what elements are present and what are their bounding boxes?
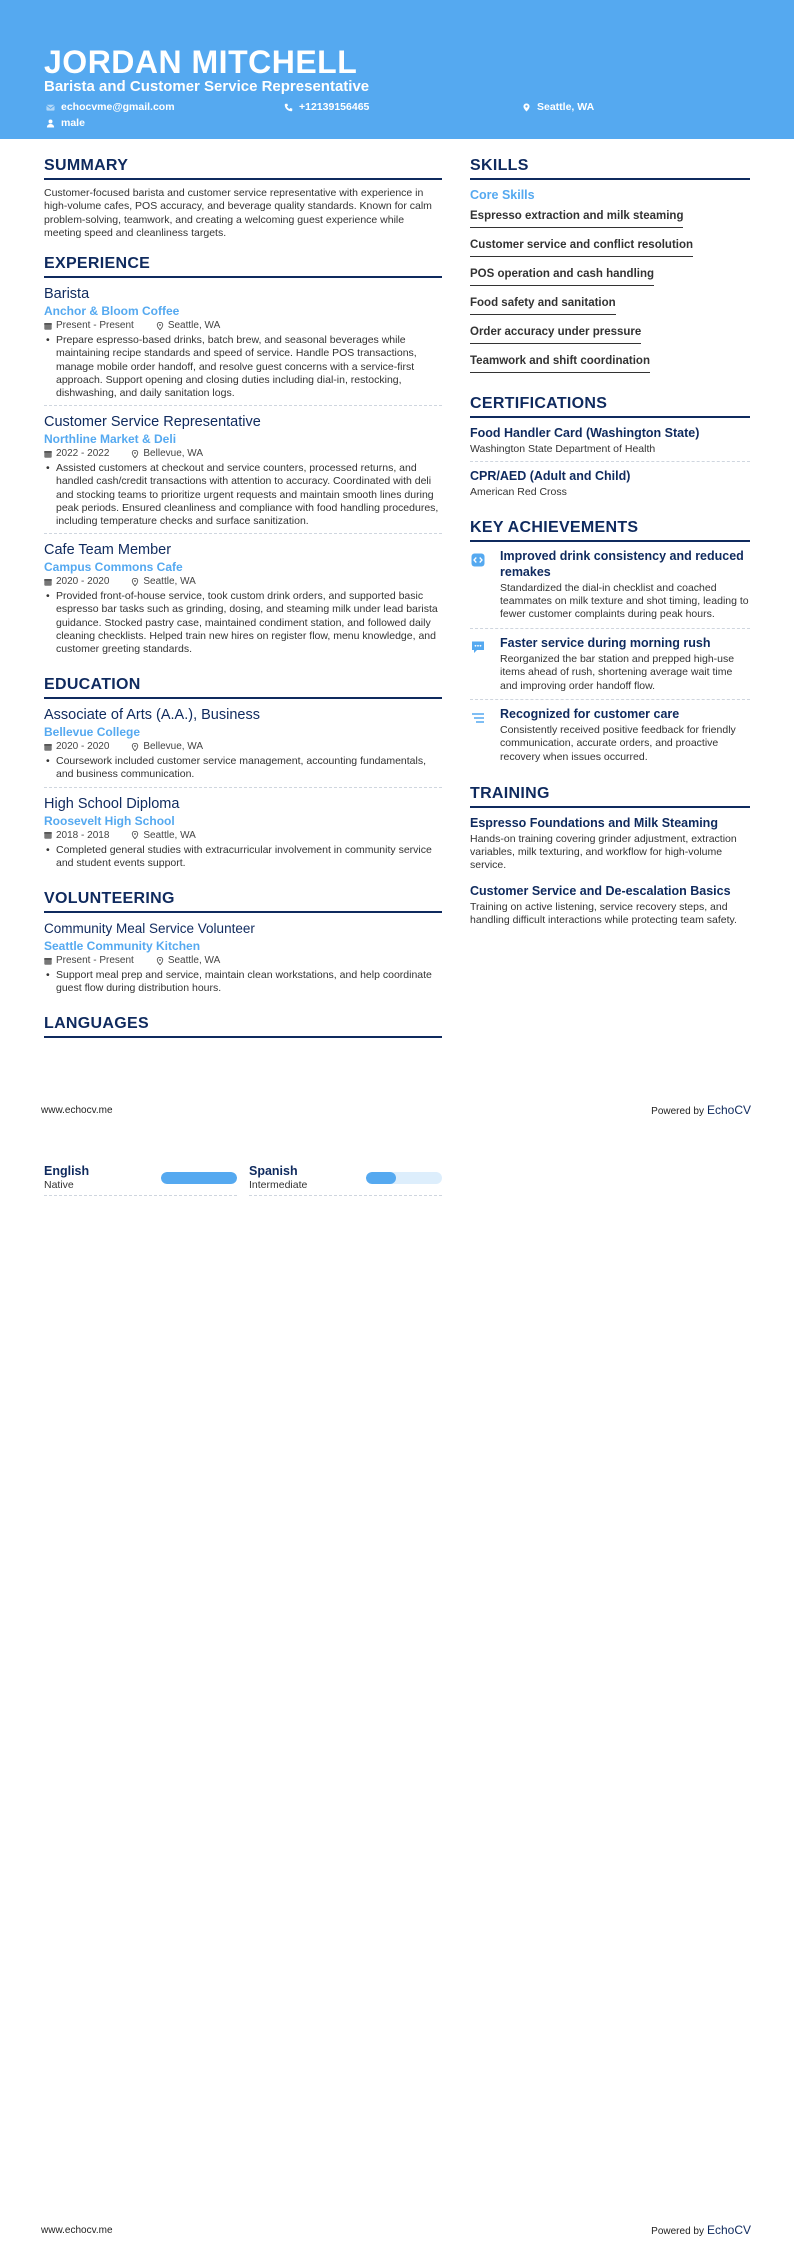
achievement-entry	[470, 549, 750, 629]
entry-location: Seattle, WA	[143, 576, 196, 588]
experience-entry	[44, 285, 442, 406]
entry-title: High School Diploma	[44, 795, 180, 812]
entry-location: Bellevue, WA	[143, 448, 204, 460]
list-lines-icon	[470, 710, 486, 726]
map-pin-icon	[131, 831, 139, 839]
training-section	[470, 784, 750, 927]
entry-bullets	[44, 590, 442, 656]
certifications-section	[470, 394, 750, 504]
training-entry	[470, 883, 750, 928]
calendar-icon	[44, 743, 52, 751]
certification-issuer: Washington State Department of Health	[470, 443, 656, 455]
bullet-item: • Support meal prep and service, maintain clean workstations, and help coordinate guest flow during distribution hours.	[44, 969, 442, 995]
training-description: Hands-on training covering grinder adjustment, extraction variables, milk texturing, and workflow for high-volume service.	[470, 832, 737, 872]
achievement-description: Standardized the dial-in checklist and coached teammates on milk texture and shot timing, leading to fewer customer complaints during peak hours.	[500, 582, 749, 621]
skills-section	[470, 156, 750, 380]
bullet-item: • Prepare espresso-based drinks, batch brew, and seasonal beverages while maintaining recipe standards and speed of service. Handle POS transactions, manage mobile order handoff, and resolve guest concerns with a service-first approach. Support opening and closing duties including dial-in, restocking, dishwashing, and daily sanitation logs.	[44, 334, 442, 400]
entry-dates: 2020 - 2020	[56, 741, 110, 753]
entry-bullets	[44, 755, 442, 781]
map-pin-icon	[131, 450, 139, 458]
footer-url[interactable]: www.echocv.me	[41, 2225, 113, 2236]
language-name: Spanish	[249, 1164, 298, 1178]
bullet-item: • Coursework included customer service management, accounting fundamentals, and business communication.	[44, 755, 442, 781]
experience-section	[44, 254, 442, 661]
entry-location: Bellevue, WA	[143, 741, 204, 753]
skill-item: Teamwork and shift coordination	[470, 354, 650, 373]
calendar-icon	[44, 957, 52, 965]
phone-icon	[284, 103, 293, 112]
skill-item: Customer service and conflict resolution	[470, 238, 693, 257]
training-title: Customer Service and De-escalation Basics	[470, 883, 731, 898]
skills-subtitle: Core Skills	[470, 188, 535, 202]
map-pin-icon	[131, 743, 139, 751]
entry-dates: Present - Present	[56, 955, 134, 967]
contact-phone[interactable]: +12139156465	[284, 100, 369, 114]
entry-bullets	[44, 844, 442, 870]
entry-bullets	[44, 462, 442, 528]
proficiency-fill	[366, 1172, 396, 1184]
entry-title: Community Meal Service Volunteer	[44, 921, 255, 937]
bullet-item: • Completed general studies with extracurricular involvement in community service and student events support.	[44, 844, 442, 870]
candidate-role: Barista and Customer Service Representative	[44, 78, 370, 95]
entry-meta	[44, 447, 442, 460]
map-pin-icon	[156, 957, 164, 965]
brand-name: EchoCV	[706, 2223, 751, 2237]
calendar-icon	[44, 831, 52, 839]
person-icon	[46, 119, 55, 128]
training-entry	[470, 815, 750, 873]
section-title: CERTIFICATIONS	[470, 394, 750, 418]
entry-dates: 2022 - 2022	[56, 448, 110, 460]
certification-issuer: American Red Cross	[470, 486, 567, 498]
entry-meta	[44, 575, 442, 588]
experience-entry	[44, 541, 442, 661]
education-entry	[44, 706, 442, 787]
left-column	[44, 156, 442, 1052]
entry-organization: Campus Commons Cafe	[44, 560, 183, 575]
entry-organization: Northline Market & Deli	[44, 432, 177, 447]
summary-section	[44, 156, 442, 240]
entry-location: Seattle, WA	[143, 829, 196, 841]
powered-by-text: Powered by	[651, 2226, 704, 2237]
entry-title: Customer Service Representative	[44, 414, 261, 431]
achievement-entry	[470, 636, 750, 700]
skill-item: Order accuracy under pressure	[470, 325, 641, 344]
code-badge-icon	[470, 552, 486, 568]
training-title: Espresso Foundations and Milk Steaming	[470, 815, 718, 830]
certification-name: Food Handler Card (Washington State)	[470, 426, 700, 440]
certification-entry	[470, 468, 750, 504]
achievement-entry	[470, 707, 750, 770]
achievements-section	[470, 518, 750, 770]
section-title: EXPERIENCE	[44, 254, 442, 278]
entry-meta	[44, 954, 442, 967]
map-pin-icon	[156, 322, 164, 330]
section-title: KEY ACHIEVEMENTS	[470, 518, 750, 542]
entry-bullets	[44, 334, 442, 400]
languages-list	[44, 1164, 442, 1196]
achievement-title: Improved drink consistency and reduced remakes	[500, 549, 744, 579]
entry-title: Barista	[44, 286, 90, 303]
section-title: VOLUNTEERING	[44, 889, 442, 913]
section-title: LANGUAGES	[44, 1014, 442, 1038]
contact-location: Seattle, WA	[522, 100, 594, 114]
skill-item: Espresso extraction and milk steaming	[470, 209, 683, 228]
powered-by-text: Powered by	[651, 1106, 704, 1117]
achievement-title: Faster service during morning rush	[500, 635, 711, 650]
header-banner	[0, 0, 794, 139]
map-pin-icon	[522, 103, 531, 112]
entry-title: Associate of Arts (A.A.), Business	[44, 707, 260, 724]
entry-dates: 2020 - 2020	[56, 576, 110, 588]
bullet-item: • Provided front-of-house service, took custom drink orders, and supported basic espresso bar tasks such as grinding, dosing, and steaming milk under lead barista guidance. Stocked pastry case, maintained condiment station, and followed daily cleaning checklists. Helped train new hires on register flow, menu knowledge, and customer greeting standards.	[44, 590, 442, 656]
language-level: Intermediate	[249, 1179, 308, 1191]
volunteering-entry	[44, 920, 442, 1000]
calendar-icon	[44, 450, 52, 458]
skill-item: Food safety and sanitation	[470, 296, 616, 315]
achievement-description: Consistently received positive feedback for friendly communication, accurate orders, and proactive recovery when issues occurred.	[500, 724, 736, 763]
footer-url[interactable]: www.echocv.me	[41, 1105, 113, 1116]
contact-email[interactable]: echocvme@gmail.com	[46, 100, 175, 114]
training-description: Training on active listening, service recovery steps, and handling difficult interactions while protecting team safety.	[470, 900, 737, 927]
map-pin-icon	[131, 578, 139, 586]
section-title: SKILLS	[470, 156, 750, 180]
proficiency-fill	[161, 1172, 237, 1184]
section-title: EDUCATION	[44, 675, 442, 699]
entry-organization: Bellevue College	[44, 725, 141, 740]
entry-meta	[44, 740, 442, 753]
email-icon	[46, 103, 55, 112]
language-item	[249, 1164, 442, 1196]
entry-bullets	[44, 969, 442, 995]
calendar-icon	[44, 322, 52, 330]
brand-name: EchoCV	[706, 1103, 751, 1117]
entry-meta	[44, 319, 442, 332]
entry-location: Seattle, WA	[167, 320, 221, 332]
right-column	[470, 156, 750, 941]
candidate-name: JORDAN MITCHELL	[44, 44, 358, 80]
footer-powered-by	[651, 2223, 751, 2237]
entry-location: Seattle, WA	[167, 955, 221, 967]
volunteering-section	[44, 889, 442, 1000]
languages-section	[44, 1014, 442, 1038]
achievement-description: Reorganized the bar station and prepped high-use items ahead of rush, shortening average wait time and improving order handoff flow.	[500, 653, 735, 692]
entry-organization: Seattle Community Kitchen	[44, 939, 201, 954]
experience-entry	[44, 413, 442, 534]
entry-organization: Anchor & Bloom Coffee	[44, 304, 180, 319]
language-name: English	[44, 1164, 90, 1178]
entry-meta	[44, 829, 442, 842]
language-item	[44, 1164, 237, 1196]
language-proficiency-bar	[366, 1172, 442, 1184]
language-level: Native	[44, 1179, 74, 1191]
summary-text: Customer-focused barista and customer service representative with experience in high-volume cafes, POS accuracy, and beverage quality standards. Known for calm problem-solving, teamwork, and creating a welcoming guest experience while meeting speed and cleanliness targets.	[44, 187, 432, 239]
contact-gender: male	[46, 116, 85, 130]
education-entry	[44, 795, 442, 875]
certification-entry	[470, 425, 750, 462]
bullet-item: • Assisted customers at checkout and service counters, processed returns, and handled cash/credit transactions with attention to accuracy. Coordinated with deli and stocking teams to prioritize urgent requests and maintain smooth lines during peak periods. Ensured cleanliness and compliance with food handling procedures, including temperature checks and surface sanitization.	[44, 462, 442, 528]
entry-title: Cafe Team Member	[44, 542, 172, 559]
calendar-icon	[44, 578, 52, 586]
education-section	[44, 675, 442, 875]
certification-name: CPR/AED (Adult and Child)	[470, 469, 631, 483]
entry-organization: Roosevelt High School	[44, 813, 175, 828]
section-title: TRAINING	[470, 784, 750, 808]
footer-powered-by	[651, 1103, 751, 1117]
skill-item: POS operation and cash handling	[470, 267, 654, 286]
language-proficiency-bar	[161, 1172, 237, 1184]
section-title: SUMMARY	[44, 156, 442, 180]
achievement-title: Recognized for customer care	[500, 706, 680, 721]
entry-dates: 2018 - 2018	[56, 829, 110, 841]
chat-bubble-icon	[470, 639, 486, 655]
entry-dates: Present - Present	[56, 320, 134, 332]
